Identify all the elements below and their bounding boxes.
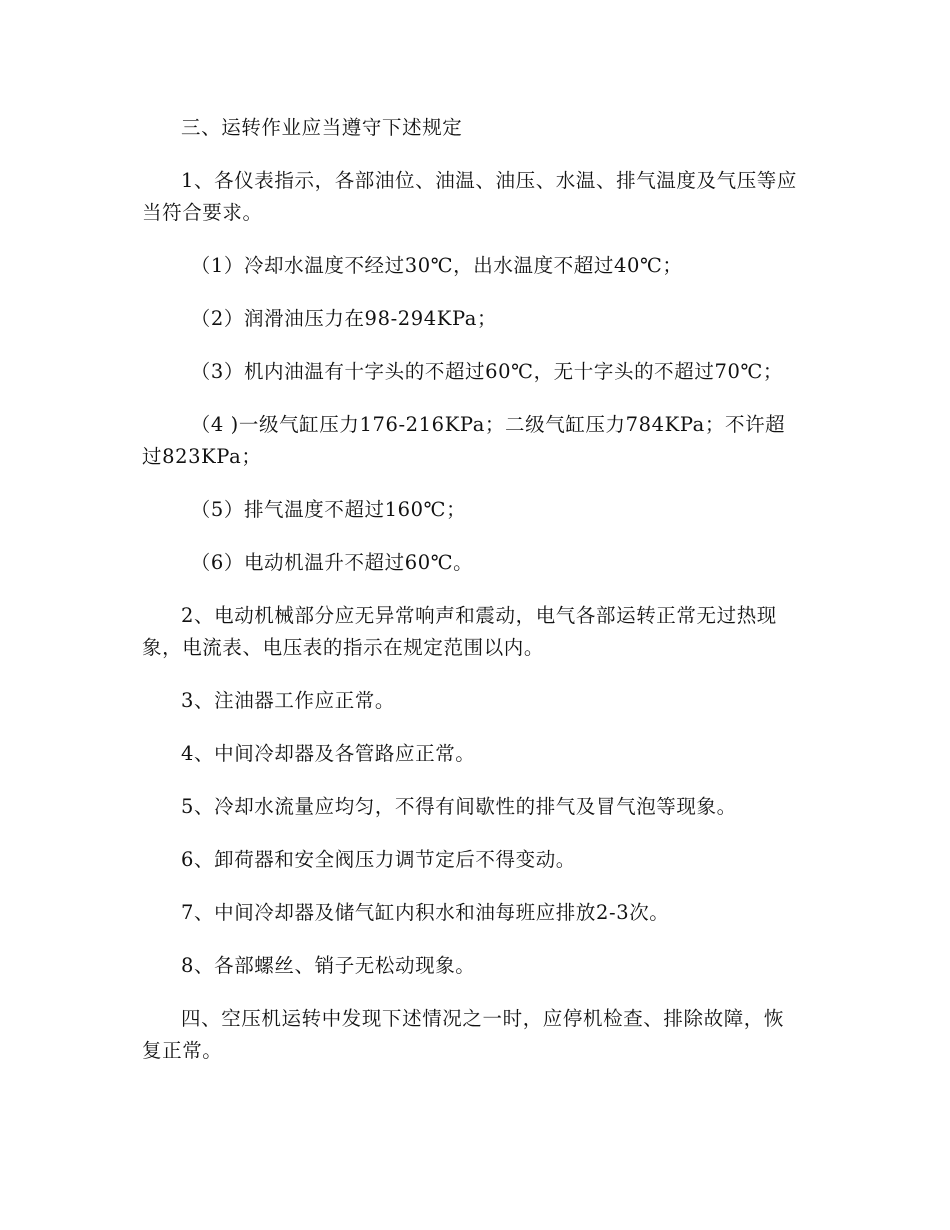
section-heading-four: 四、空压机运转中发现下述情况之一时，应停机检查、排除故障，恢复正常。: [142, 1007, 785, 1062]
rule-item-7: 7、中间冷却器及储气缸内积水和油每班应排放2-3次。: [181, 901, 670, 924]
rule-item-5: 5、冷却水流量应均匀，不得有间歇性的排气及冒气泡等现象。: [181, 795, 737, 818]
rule-subitem-3: （3）机内油温有十字头的不超过60℃，无十字头的不超过70℃；: [190, 360, 784, 383]
rule-item-2: 2、电动机械部分应无异常响声和震动，电气各部运转正常无过热现象，电流表、电压表的指示在规定范围以内。: [142, 604, 777, 659]
rule-item-1: 1、各仪表指示，各部油位、油温、油压、水温、排气温度及气压等应当符合要求。: [142, 169, 798, 224]
rule-item-8: 8、各部螺丝、销子无松动现象。: [181, 954, 476, 977]
document-body: [142, 112, 804, 1088]
rule-item-3: 3、注油器工作应正常。: [181, 689, 396, 712]
rule-item-6: 6、卸荷器和安全阀压力调节定后不得变动。: [181, 848, 576, 871]
rule-subitem-5: （5）排气温度不超过160℃；: [190, 498, 467, 521]
rule-subitem-1: （1）冷却水温度不经过30℃，出水温度不超过40℃；: [190, 254, 683, 277]
rule-item-4: 4、中间冷却器及各管路应正常。: [181, 742, 476, 765]
rule-subitem-4: （4 )一级气缸压力176-216KPa；二级气缸压力784KPa；不许超过823KPa；: [142, 413, 786, 468]
rule-subitem-2: （2）润滑油压力在98-294KPa；: [190, 307, 498, 330]
section-heading-three: 三、运转作业应当遵守下述规定: [181, 116, 463, 139]
rule-subitem-6: （6）电动机温升不超过60℃。: [190, 551, 474, 574]
